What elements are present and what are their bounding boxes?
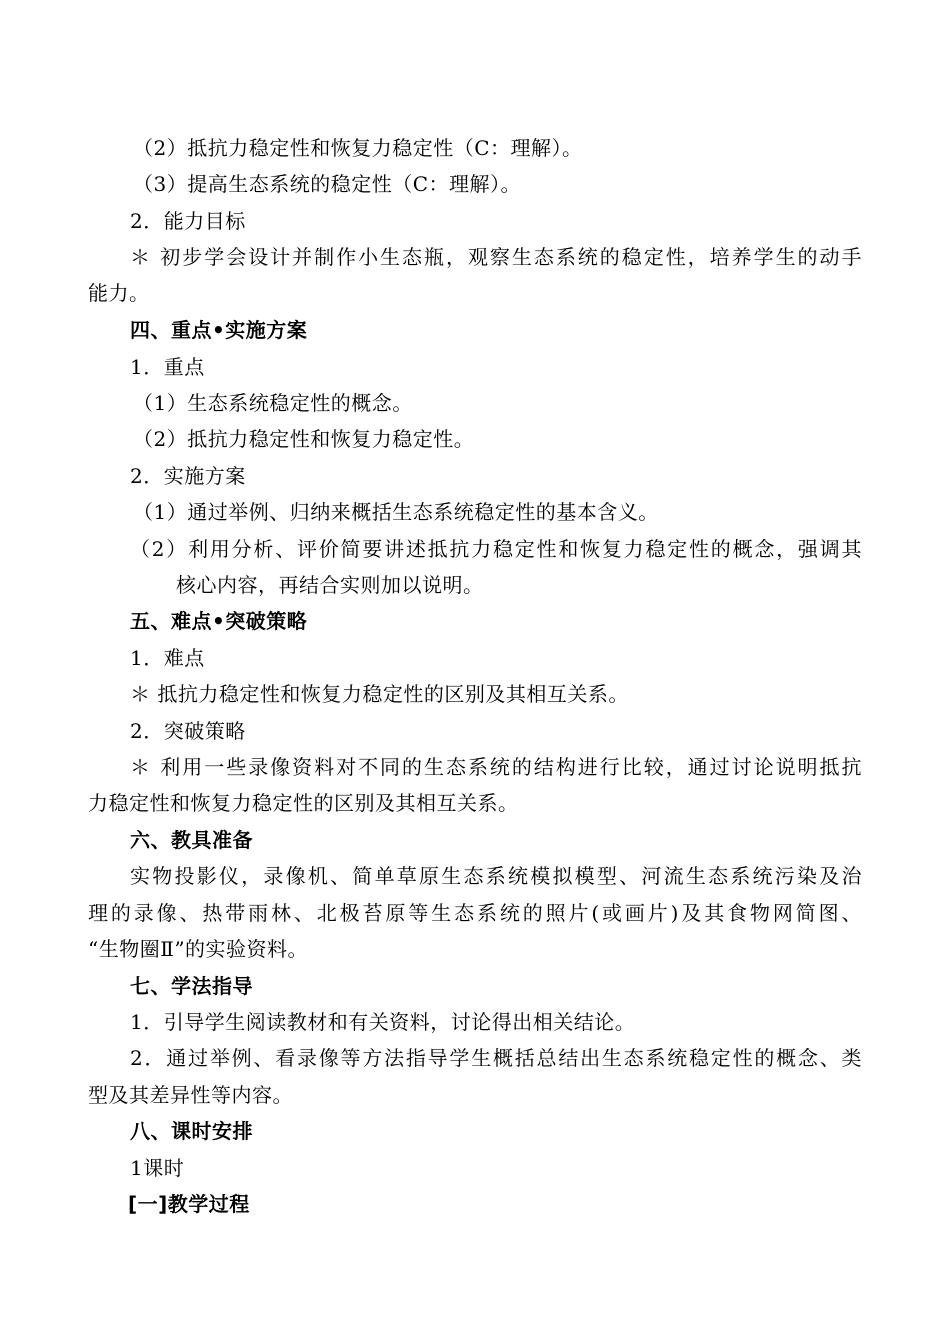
section-heading-study-guidance: 七、学法指导	[130, 974, 253, 998]
class-hours-value: 1课时	[130, 1156, 185, 1180]
strategy-text-line2: 力稳定性和恢复力稳定性的区别及其相互关系。	[88, 791, 519, 815]
implementation-item-1: （1）通过举例、归纳来概括生态系统稳定性的基本含义。	[133, 500, 659, 524]
section-heading-key-points: 四、重点•实施方案	[130, 318, 308, 342]
key-point-item-1: （1）生态系统稳定性的概念。	[133, 391, 413, 415]
ability-goal-text-line2: 能力。	[88, 281, 150, 305]
ability-goal-text-line1: ＊ 初步学会设计并制作小生态瓶，观察生态系统的稳定性，培养学生的动手	[130, 245, 862, 269]
ability-goal-heading: 2．能力目标	[130, 209, 246, 233]
teaching-aids-text-line1: 实物投影仪，录像机、简单草原生态系统模拟模型、河流生态系统污染及治	[130, 864, 862, 888]
objective-item-3: （3）提高生态系统的稳定性（C：理解）。	[133, 172, 522, 196]
teaching-aids-text-line2: 理的录像、热带雨林、北极苔原等生态系统的照片(或画片)及其食物网简图、	[88, 901, 862, 925]
strategy-text-line1: ＊ 利用一些录像资料对不同的生态系统的结构进行比较，通过讨论说明抵抗	[130, 755, 862, 779]
difficulty-subheading: 1．难点	[130, 646, 205, 670]
key-points-subheading: 1．重点	[130, 355, 205, 379]
implementation-item-2-line2: 核心内容，再结合实则加以说明。	[176, 573, 484, 597]
implementation-item-2-line1: （2）利用分析、评价简要讲述抵抗力稳定性和恢复力稳定性的概念，强调其	[130, 537, 862, 561]
section-heading-difficulties: 五、难点•突破策略	[130, 609, 308, 633]
difficulty-item: ＊ 抵抗力稳定性和恢复力稳定性的区别及其相互关系。	[130, 682, 629, 706]
section-heading-class-hours: 八、课时安排	[130, 1119, 253, 1143]
study-guidance-item-2-line1: 2．通过举例、看录像等方法指导学生概括总结出生态系统稳定性的概念、类	[130, 1046, 862, 1070]
study-guidance-item-2-line2: 型及其差异性等内容。	[88, 1083, 293, 1107]
section-heading-teaching-aids: 六、教具准备	[130, 828, 253, 852]
strategy-subheading: 2．突破策略	[130, 719, 246, 743]
implementation-subheading: 2．实施方案	[130, 464, 246, 488]
key-point-item-2: （2）抵抗力稳定性和恢复力稳定性。	[133, 427, 475, 451]
study-guidance-item-1: 1．引导学生阅读教材和有关资料，讨论得出相关结论。	[130, 1010, 636, 1034]
objective-item-2: （2）抵抗力稳定性和恢复力稳定性（C：理解）。	[133, 136, 583, 160]
teaching-aids-text-line3: “生物圈Ⅱ”的实验资料。	[88, 937, 309, 961]
section-heading-teaching-process: [一]教学过程	[128, 1192, 250, 1216]
